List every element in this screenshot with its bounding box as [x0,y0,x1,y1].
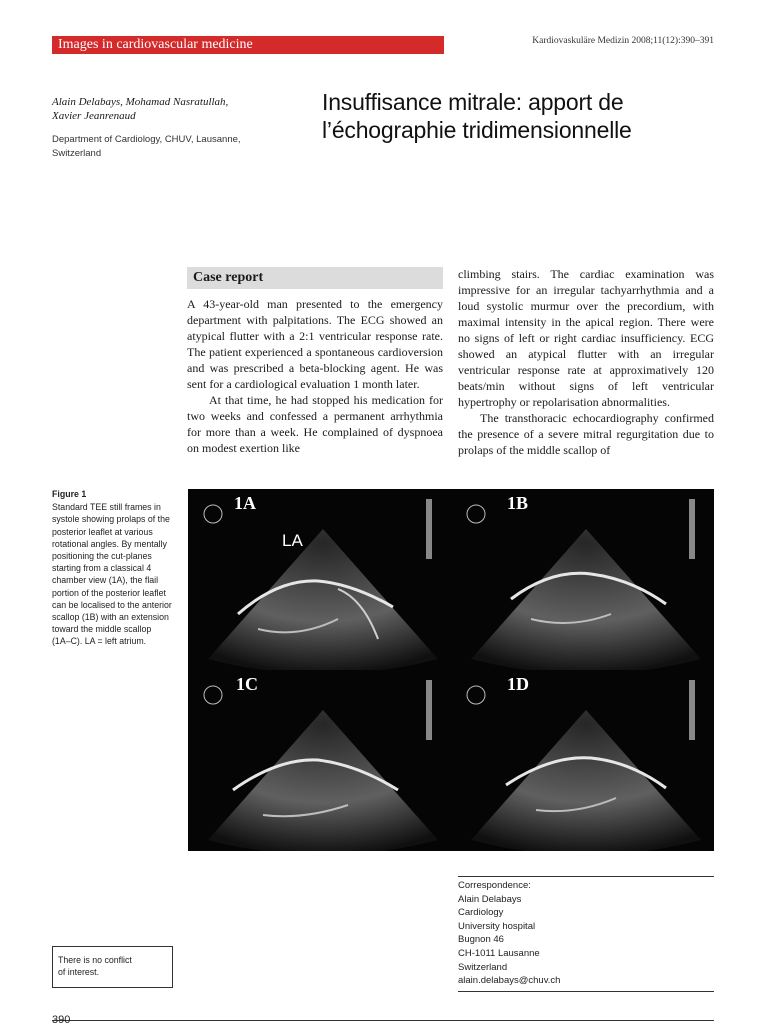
conflict-line: of interest. [58,967,100,977]
correspondence-email: alain.delabays@chuv.ch [458,975,561,987]
paragraph: The transthoracic echocardiography confirmed the presence of a severe mitral regurgitation due to prolaps of the middle scallop of [458,411,714,457]
paragraph: At that time, he had stopped his medication for two weeks and confessed a permanent arrhythmia for more than a week. He complained of dyspnoea on modest exertion like [187,393,443,455]
correspondence-line: Alain Delabays [458,893,522,905]
conflict-of-interest-box [52,946,173,988]
echocardiography-figure [188,489,714,851]
journal-reference: Kardiovaskuläre Medizin 2008;11(12):390–391 [532,36,714,46]
case-report-heading: Case report [187,267,443,289]
section-band: Images in cardiovascular medicine [52,36,444,54]
echo-image [188,489,451,670]
correspondence-line: Bugnon 46 [458,934,504,946]
correspondence-line: University hospital [458,920,536,932]
affiliation [52,133,272,161]
panel-label: 1B [507,493,529,513]
correspondence-line: Switzerland [458,961,508,973]
title-line: Insuffisance mitrale: apport de [322,89,624,115]
divider [458,876,714,877]
correspondence-line: Cardiology [458,907,504,919]
correspondence-line: CH-1011 Lausanne [458,947,540,959]
echo-image [188,670,451,851]
panel-label: 1D [507,674,529,694]
body-column-right [458,266,714,458]
echo-panel-1c [188,670,451,851]
panel-label: 1C [236,674,258,694]
correspondence-block [458,879,714,988]
affiliation-line: Department of Cardiology, CHUV, Lausanne, [52,134,241,145]
author-list [52,95,292,123]
echo-image [451,670,714,851]
figure-label: Figure 1 [52,489,87,499]
article-title [322,88,742,144]
conflict-line: There is no conflict [58,955,132,965]
correspondence-heading: Correspondence: [458,880,531,891]
panel-label: 1A [234,493,256,513]
echo-image [451,489,714,670]
affiliation-line: Switzerland [52,148,102,159]
title-line: l’échographie tridimensionnelle [322,117,632,143]
figure-caption-text: Standard TEE still frames in systole showing prolaps of the posterior leaflet at various rotational angles. By mentally positioning the cut-planes starting from a classical 4 chamber view (1A), the flail portion of the posterior leaflet can be localised to the anterior scallop (1B) with an extension toward the middle scallop (1A–C). LA = left atrium. [52,502,172,647]
echo-panel-1a [188,489,451,670]
author-line: Xavier Jeanrenaud [52,110,136,122]
left-atrium-label: LA [282,531,303,550]
footer-divider [52,1020,714,1021]
echo-panel-1d [451,670,714,851]
echo-panel-1b [451,489,714,670]
figure-caption [52,488,172,648]
paragraph: A 43-year-old man presented to the emergency department with palpitations. The ECG showed an atypical flutter with a 2:1 ventricular response rate. The patient experienced a spontaneous cardioversion and was prescribed a beta-blocking agent. He was sent for a cardiological evaluation 1 month later. [187,297,443,391]
paragraph: climbing stairs. The cardiac examination was impressive for an irregular tachyarrhythmia and a loud systolic murmur over the precordium, with maximal intensity in the apical region. There were no signs of left or right cardiac insufficiency. ECG showed an atypical flutter with an irregular ventricular response rate at approximatively 120 beats/min without signs of left ventricular hypertrophy or repolarisation abnormalities. [458,267,714,409]
page-number: 390 [52,1014,71,1026]
divider [458,991,714,992]
author-line: Alain Delabays, Mohamad Nasratullah, [52,96,229,108]
body-column-left [187,296,443,456]
